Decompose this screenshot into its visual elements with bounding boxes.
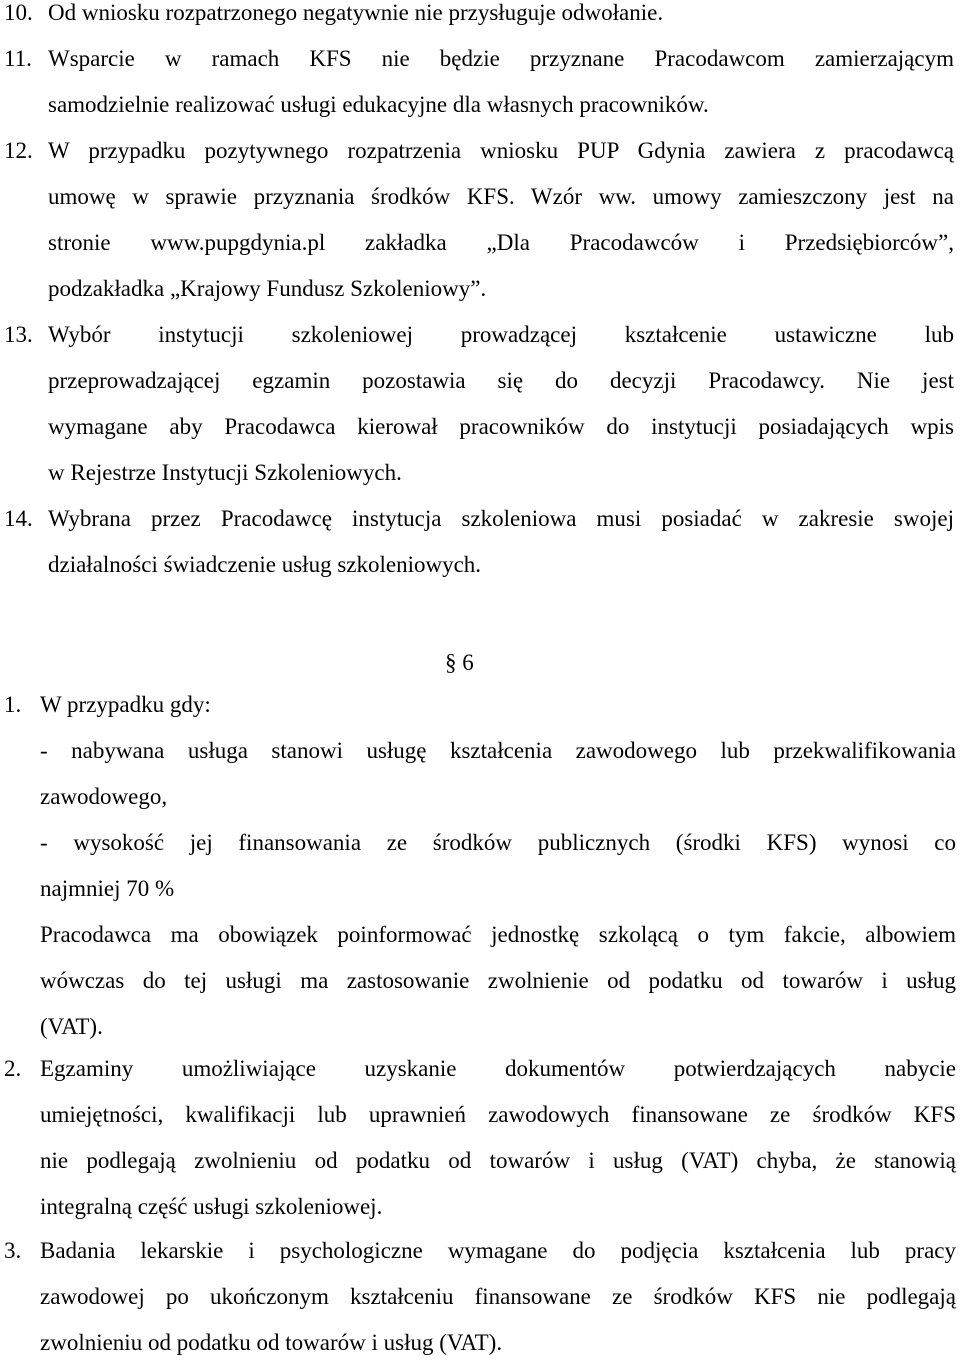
item-2-line-3: nie podlegają zwolnieniu od podatku od towarów i usług (VAT) chyba, że stanowią	[40, 1148, 956, 1173]
item-2-line-4: integralną część usługi szkoleniowej.	[40, 1194, 383, 1219]
item-1-body	[40, 728, 956, 1050]
item-12-line-3: stronie www.pupgdynia.pl zakładka „Dla Pracodawców i Przedsiębiorców”,	[48, 230, 954, 255]
item-11-line-2: samodzielnie realizować usługi edukacyjne dla własnych pracowników.	[48, 92, 709, 117]
item-13-line-1: 13. Wybór instytucji szkoleniowej prowadzącej kształcenie ustawiczne lub	[4, 312, 954, 358]
section-heading: § 6	[445, 650, 474, 675]
item-10-line-1: 10. Od wniosku rozpatrzonego negatywnie nie przysługuje odwołanie.	[4, 0, 954, 36]
list-item-1	[4, 682, 956, 728]
item-1-line-1: 1. W przypadku gdy:	[4, 682, 956, 728]
item-3-line-1: 3. Badania lekarskie i psychologiczne wymagane do podjęcia kształcenia lub pracy	[4, 1228, 956, 1274]
item-2-number: 2.	[4, 1056, 22, 1081]
item-12-number: 12.	[4, 138, 33, 163]
item-2-line-2: umiejętności, kwalifikacji lub uprawnień zawodowych finansowane ze środków KFS	[40, 1102, 956, 1127]
item-11-number: 11.	[4, 46, 32, 71]
item-14-line-1: 14. Wybrana przez Pracodawcę instytucja szkoleniowa musi posiadać w zakresie swojej	[4, 496, 954, 542]
list-item-13	[4, 312, 954, 496]
item-13-line-4: w Rejestrze Instytucji Szkoleniowych.	[48, 460, 402, 485]
item-1-body-line-2: zawodowego,	[40, 784, 168, 809]
item-14-number: 14.	[4, 506, 33, 531]
item-1-body-line-5: Pracodawca ma obowiązek poinformować jednostkę szkolącą o tym fakcie, albowiem	[40, 922, 956, 947]
item-12-line-4: podzakładka „Krajowy Fundusz Szkoleniowy”.	[48, 276, 487, 301]
item-10-number: 10.	[4, 0, 33, 25]
list-item-10	[4, 0, 954, 36]
item-13-line-2: przeprowadzającej egzamin pozostawia się do decyzji Pracodawcy. Nie jest	[48, 368, 954, 393]
item-2-line-1: 2. Egzaminy umożliwiające uzyskanie dokumentów potwierdzających nabycie	[4, 1046, 956, 1092]
item-3-line-2: zawodowej po ukończonym kształceniu finansowane ze środków KFS nie podlegają	[40, 1284, 956, 1309]
list-item-14	[4, 496, 954, 588]
item-3-line-3: zwolnieniu od podatku od towarów i usług (VAT).	[40, 1330, 503, 1355]
list-item-3	[4, 1228, 956, 1366]
item-12-line-1: 12. W przypadku pozytywnego rozpatrzenia wniosku PUP Gdynia zawiera z pracodawcą	[4, 128, 954, 174]
item-14-line-2: działalności świadczenie usług szkoleniowych.	[48, 552, 482, 577]
item-1-number: 1.	[4, 692, 22, 717]
item-3-number: 3.	[4, 1238, 22, 1263]
item-13-number: 13.	[4, 322, 33, 347]
list-item-2	[4, 1046, 956, 1230]
item-13-line-3: wymagane aby Pracodawca kierował pracowników do instytucji posiadających wpis	[48, 414, 954, 439]
item-1-body-line-1: - nabywana usługa stanowi usługę kształcenia zawodowego lub przekwalifikowania	[40, 738, 956, 763]
item-12-line-2: umowę w sprawie przyznania środków KFS. Wzór ww. umowy zamieszczony jest na	[48, 184, 954, 209]
item-1-body-line-3: - wysokość jej finansowania ze środków publicznych (środki KFS) wynosi co	[40, 830, 956, 855]
item-11-line-1: 11. Wsparcie w ramach KFS nie będzie przyznane Pracodawcom zamierzającym	[4, 36, 954, 82]
item-1-body-line-4: najmniej 70 %	[40, 876, 175, 901]
item-1-body-line-6: wówczas do tej usługi ma zastosowanie zwolnienie od podatku od towarów i usług	[40, 968, 956, 993]
item-1-body-line-7: (VAT).	[40, 1014, 103, 1039]
list-item-12	[4, 128, 954, 312]
list-item-11	[4, 36, 954, 128]
